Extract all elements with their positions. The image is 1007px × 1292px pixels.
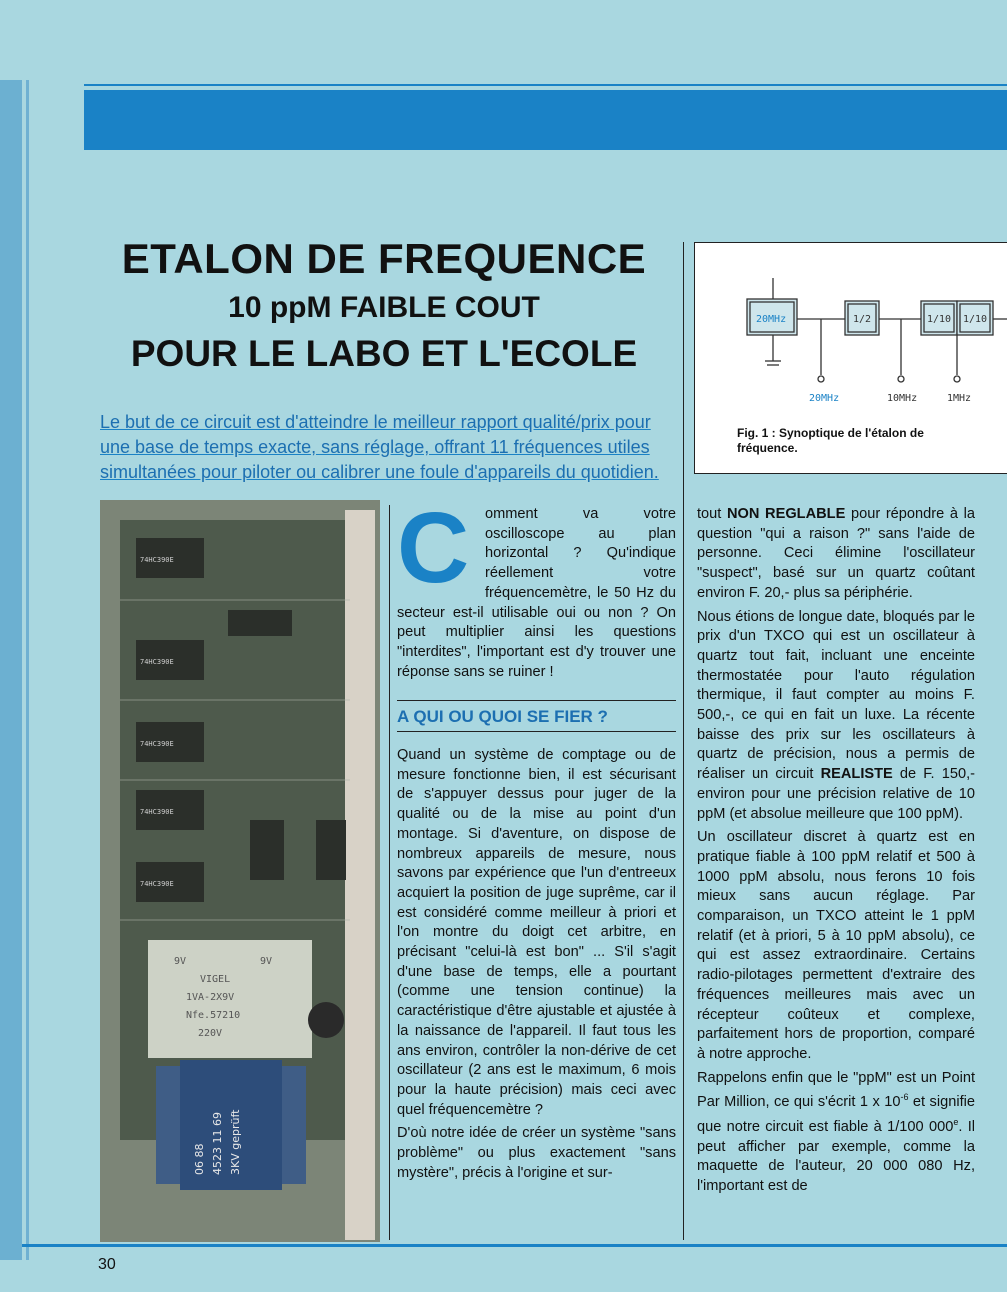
paragraph-5: Nous étions de longue date, bloqués par le prix d'un TXCO qui est un oscillateur à quartz tout fait, incluant une enceinte thermostatée pour l'auto régulation thermique, il faut compter au moins F. 500,-, ce qui en fait un luxe. La récente baisse des prix sur les oscillateurs à quartz de précision, nous a permis de réaliser un circuit REALISTE de F. 150,- environ pour une précision relative de 10 ppM (et absolue meilleure que 100 ppM). [697,608,976,822]
footer-rule [22,1244,1007,1247]
title-line-2: 10 ppM FAIBLE COUT [228,291,540,324]
paragraph-7: Rappelons enfin que le "ppM" est un Point Par Million, ce qui s'écrit 1 x $10^{-6}$ et signifie que notre circuit est fiable à 1/100 000e. Il peut afficher par exemple, comme la maquette de l'auteur, 20 000 080 Hz, l'important est de [697,1069,975,1194]
transformer-line-4: 1VA-2X9V [186,992,235,1003]
block-div2-label: 1/2 [853,314,872,325]
lead-paragraph: Le but de ce circuit est d'atteindre le meilleur rapport qualité/prix pour une base de temps exacte, sans réglage, offrant 11 fréquences utiles simultanées pour piloter ou calibrer une foule d'appareils du quotidien. [100,412,659,482]
column-rule-2 [683,242,684,1240]
circuit-photo [100,500,380,1242]
chip-label-4: 74HC390E [140,808,174,816]
header-band [84,90,1007,150]
page-number: 30 [98,1256,116,1273]
transformer2-line-1: 06 88 [193,1143,206,1175]
chip-label-5: 74HC390E [140,880,174,888]
title-line-3: POUR LE LABO ET L'ECOLE [130,333,638,374]
transformer2-line-3: 3KV geprüft [229,1109,242,1175]
title-line-1: ETALON DE FREQUENCE [121,235,647,282]
paragraph-3: D'où notre idée de créer un système "sans problème" ou plus exactement "sans mystère", précis à l'origine et sur- [397,1125,676,1181]
transformer-line-1: 9V [174,956,187,967]
transformer-line-5: Nfe.57210 [186,1010,241,1021]
paragraph-4: tout NON REGLABLE pour répondre à la question "qui a raison ?" sans l'aide de personne. Ceci élimine l'oscillateur "suspect", basé sur un quartz coûtant environ F. 20,- plus sa périphérie. [697,506,975,601]
pcb-illustration [100,500,380,1242]
paragraph-2: Quand un système de comptage ou de mesure fonctionne bien, il est sécurisant de s'appuyer dessus pour juger de la qualité ou de la mise au point d'un montage. Si d'aventure, on dispose de nombreux appareils de mesure, nous savons par expérience que l'un d'entreeux acquiert la position de juge suprême, car il est considéré comme meilleur à priori et l'on montre du doigt cet arbitre, en précisant "celui-là est bon" ... S'il s'agit d'une base de temps, elle a pourtant (comme une tension continue) la caractéristique d'être ajustable et ajustée à la naissance de l'appareil. Il faut tous les ans environ, contrôler la non-dérive de cet oscillateur (2 ans est le maximum, 6 mois pour la haute précision) mais ceci avec quel fréquencemètre ? [397,747,676,1118]
transformer-line-6: 220V [198,1028,223,1039]
block-20mhz-label: 20MHz [756,314,787,325]
block-diagram [695,243,1007,423]
article-column-1 [397,492,676,1188]
transformer-line-2: 9V [260,956,273,967]
chip-label-3: 74HC390E [140,740,174,748]
output-1mhz-label: 1MHz [947,393,972,404]
transformer-line-3: VIGEL [200,974,231,985]
left-color-line [26,80,29,1260]
column-rule-1 [389,505,390,1240]
output-20mhz-label: 20MHz [809,393,840,404]
paragraph-6: Un oscillateur discret à quartz est en pratique fiable à 100 ppM relatif et 500 à 1000 ppM absolu, nous ferons 10 fois mieux sans aucun réglage. Par comparaison, un TXCO atteint le 1 ppM relatif (et à priori, 5 à 10 ppM absolu), ce qui est assez extraordinaire. Certains radio-pilotages permettent d'extraire des fréquences meilleures mais avec un récepteur coûteux et complexe, parfaitement hors de proportion, comparé à notre approche. [697,829,975,1062]
chip-label-1: 74HC390E [140,556,174,564]
block-div10a-label: 1/10 [927,314,952,325]
article-column-2 [697,505,975,1201]
left-color-strip [0,80,22,1260]
header-rule [84,84,1007,86]
figure-1-box [694,242,1007,474]
chip-label-2: 74HC390E [140,658,174,666]
article-title [84,235,684,375]
section-heading: A QUI OU QUOI SE FIER ? [397,700,676,732]
transformer2-line-2: 4523 11 69 [211,1112,224,1175]
figure-caption: Fig. 1 : Synoptique de l'étalon de fréquence. [737,426,924,455]
output-10mhz-label: 10MHz [887,393,918,404]
block-div10b-label: 1/10 [963,314,988,325]
drop-cap: C [397,492,470,604]
paragraph-intro: omment va votre oscilloscope au plan horizontal ? Qu'indique réellement votre fréquencemètre, le 50 Hz du secteur est-il utilisable oui ou non ? On peut multiplier ainsi les questions "interdites", l'important est d'y trouver une réponse sans se ruiner ! [397,506,676,680]
